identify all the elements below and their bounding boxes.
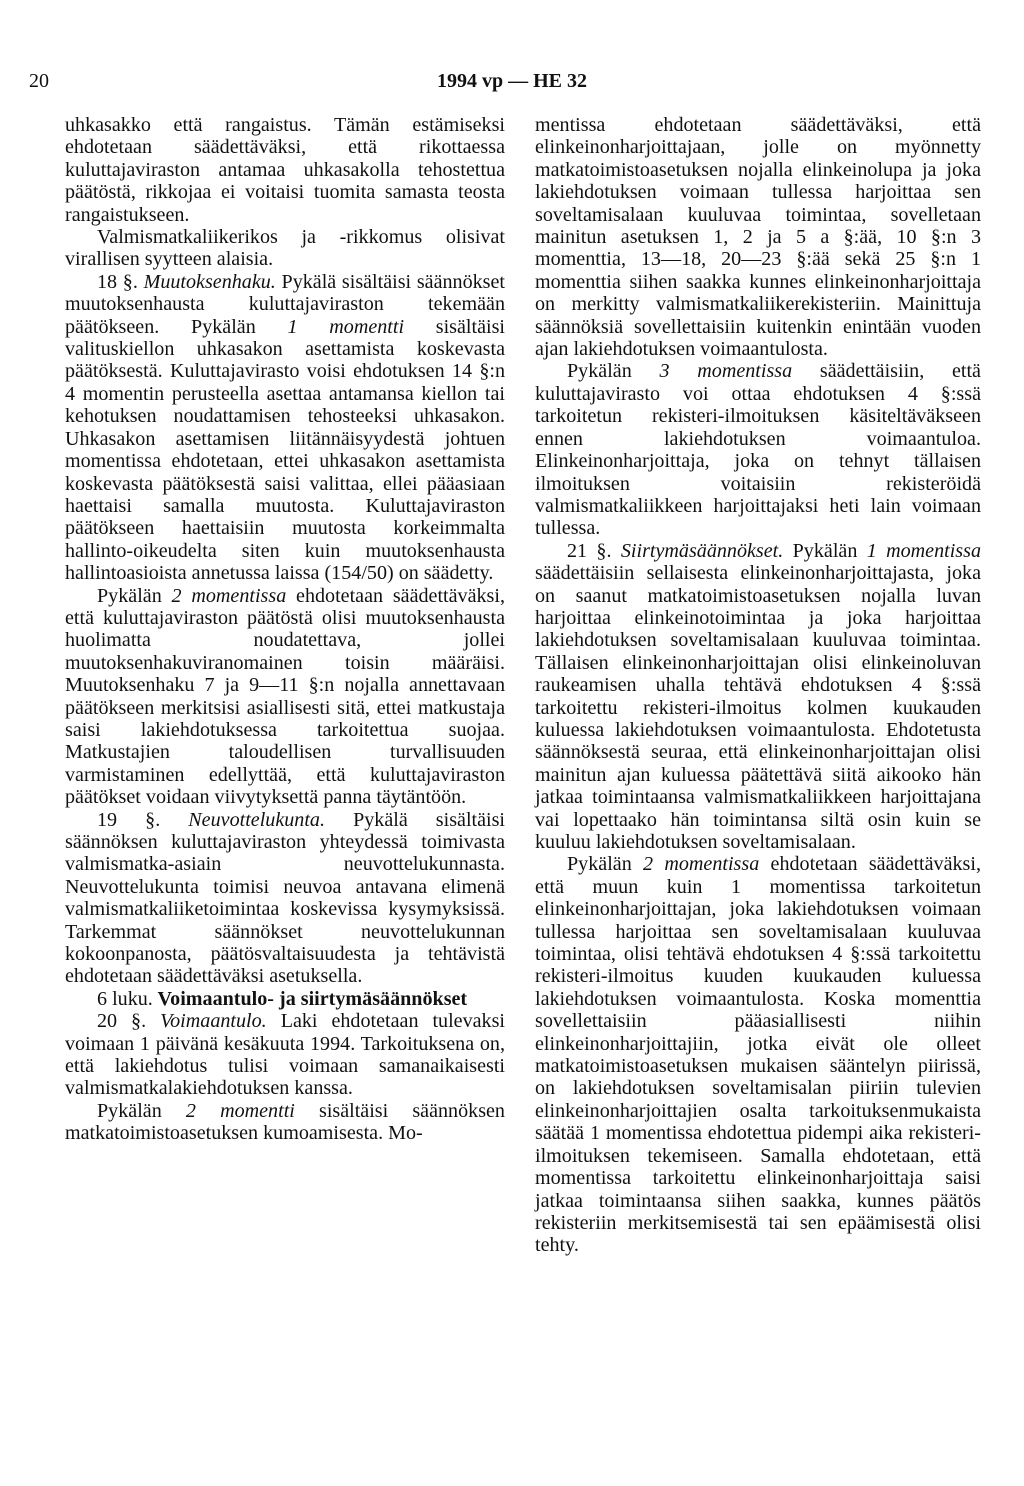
section-number: 18 §. xyxy=(97,270,138,293)
paragraph-text: sisältäisi säännöksen matkatoimistoasetuksen kumoamisesta. Mo- xyxy=(65,1099,505,1145)
moment-ref: 2 momentti xyxy=(185,1099,295,1122)
section-title: Muutoksenhaku. xyxy=(143,270,276,293)
moment-ref: 2 momentissa xyxy=(643,853,760,876)
paragraph-text: säädettäisiin sellaisesta elinkeinonharjoittajasta, joka on saanut matkatoimistoasetuksen nojalla luvan harjoittaa elinkeinotoimintaa ja joka harjoittaa lakiehdotuksen soveltamisalaan kuuluvaa toimintaa. Tällaisen elinkeinonharjoittajan olisi elinkeinoluvan raukeamisen uhalla tehtävä ehdotuksen 4 §:ssä tarkoitettu rekisteri-ilmoitus kolmen kuukauden kuluessa lakiehdotuksen voimaantulosta. Ehdotetusta säännöksestä seuraa, että elinkeinonharjoittajan olisi mainitun ajan kuluessa päätettävä siitä aikooko hän jatkaa toimintaansa valmismatkaliikkeen harjoittajana vai lopettaako hän toimintansa siltä osin kuin se kuuluu lakiehdotuksen soveltamisalaan. xyxy=(535,562,981,853)
paragraph-text: Pykälän xyxy=(567,853,632,876)
paragraph-text: ehdotetaan säädettäväksi, että kuluttajaviraston päätöstä olisi muutoksenhausta huolimatta noudatettava, jollei muutoksenhakuviranomainen toisin määräisi. Muutoksenhaku 7 ja 9—11 §:n nojalla annettavaan päätökseen merkitsisi asiallisesti sitä, ettei matkustaja saisi lakiehdotuksessa tarkoitettua suojaa. Matkustajien taloudellisen turvallisuuden varmistaminen edellyttää, että kuluttajaviraston päätökset voidaan viivytyksettä panna täytäntöön. xyxy=(65,584,505,809)
paragraph-text: Laki ehdotetaan tulevaksi voimaan 1 päivänä kesäkuuta 1994. Tarkoituksena on, että lakiehdotus tulisi voimaan samanaikaisesti valmismatkalakiehdotuksen kanssa. xyxy=(65,1010,505,1100)
paragraph xyxy=(535,360,981,539)
paragraph: Valmismatkaliikerikos ja -rikkomus olisivat virallisen syytteen alaisia. xyxy=(65,226,505,271)
paragraph-text: Pykälän xyxy=(97,1099,162,1122)
paragraph-text: sisältäisi valituskiellon uhkasakon asettamista koskevasta päätöksestä. Kuluttajavirasto voisi ehdotuksen 14 §:n 4 momentin perusteella asettaa antamansa kiellon tai kehotuksen noudattamisen tehosteeksi uhkasakon. Uhkasakon asettamisen liitännäisyydestä johtuen momentissa ehdotetaan, ettei uhkasakon asettamista koskevasta päätöksestä saisi valittaa, ellei pääasiaan haettaisi samalla muutosta. Kuluttajaviraston päätökseen haettaisiin muutosta korkeimmalta hallinto-oikeudelta siten kuin muutoksenhausta hallintoasioista annetussa laissa (154/50) on säädetty. xyxy=(65,315,505,585)
paragraph xyxy=(65,1100,505,1145)
paragraph xyxy=(535,853,981,1256)
page-number: 20 xyxy=(29,70,49,92)
section-number: 20 §. xyxy=(97,1010,147,1033)
chapter-number: 6 luku. xyxy=(97,987,153,1010)
left-column xyxy=(65,114,505,1145)
running-header: 1994 vp — HE 32 xyxy=(436,70,588,92)
paragraph-text: Pykälä sisältäisi säännökset muutoksenhausta kuluttajaviraston tekemään päätökseen. Pykälän xyxy=(65,270,505,338)
section-title: Siirtymäsäännökset. xyxy=(620,539,784,562)
section-number: 21 §. xyxy=(567,539,612,562)
paragraph-text: säädettäisiin, että kuluttajavirasto voi ottaa ehdotuksen 4 §:ssä tarkoitetun rekisteri-ilmoituksen käsiteltäväkseen ennen lakiehdotuksen voimaantuloa. Elinkeinonharjoittaja, joka on tehnyt tällaisen ilmoituksen voitaisiin rekisteröidä valmismatkaliikkeen harjoittajaksi heti lain voimaan tullessa. xyxy=(535,360,981,540)
chapter-heading xyxy=(65,988,505,1010)
right-column xyxy=(535,114,981,1257)
paragraph-text: Pykälän xyxy=(97,584,162,607)
section-18-paragraph xyxy=(65,271,505,585)
paragraph: mentissa ehdotetaan säädettäväksi, että elinkeinonharjoittajaan, jolle on myönnetty matkatoimistoasetuksen nojalla elinkeinolupa ja joka lakiehdotuksen voimaan tullessa harjoittaa sen soveltamisalaan kuuluvaa toimintaa, sovelletaan mainitun asetuksen 1, 2 ja 5 a §:ää, 10 §:n 3 momenttia, 13—18, 20—23 §:ää sekä 25 §:n 1 momenttia siihen saakka kunnes elinkeinonharjoittaja on merkitty valmismatkaliikerekisteriin. Mainittuja säännöksiä sovellettaisiin kuitenkin enintään vuoden ajan lakiehdotuksen voimaantulosta. xyxy=(535,114,981,361)
section-title: Voimaantulo. xyxy=(160,1010,267,1033)
moment-ref: 3 momentissa xyxy=(659,360,793,383)
paragraph: uhkasakko että rangaistus. Tämän estämiseksi ehdotetaan säädettäväksi, että rikottaessa kuluttajaviraston antamaa uhkasakolla tehostettua päätöstä, rikkojaa ei voitaisi tuomita samasta teosta rangaistukseen. xyxy=(65,114,505,226)
section-21-paragraph xyxy=(535,540,981,854)
section-title: Neuvottelukunta. xyxy=(188,808,325,831)
section-number: 19 §. xyxy=(97,808,161,831)
moment-ref: 1 momentti xyxy=(287,315,405,338)
paragraph-text: Pykälä sisältäisi säännöksen kuluttajaviraston yhteydessä toimivasta valmismatka-asiain neuvottelukunnasta. Neuvottelukunta toimisi neuvoa antavana elimenä valmismatkaliiketoimintaa koskevissa kysymyksissä. Tarkemmat säännökset neuvottelukunnan kokoonpanosta, päätösvaltaisuudesta ja tehtävistä ehdotetaan säädettäväksi asetuksella. xyxy=(65,808,506,988)
chapter-title: Voimaantulo- ja siirtymäsäännökset xyxy=(157,987,468,1010)
paragraph-text: Pykälän xyxy=(792,539,858,562)
section-19-paragraph xyxy=(65,809,505,988)
moment-ref: 1 momentissa xyxy=(866,539,981,562)
paragraph-text: Pykälän xyxy=(567,360,632,383)
moment-ref: 2 momentissa xyxy=(171,584,287,607)
section-20-paragraph xyxy=(65,1010,505,1100)
paragraph xyxy=(65,585,505,809)
paragraph-text: ehdotetaan säädettäväksi, että muun kuin 1 momentissa tarkoitetun elinkeinonharjoittajan, joka lakiehdotuksen voimaan tullessa harjoittaa sen soveltamisalaan kuuluvaa toimintaa, olisi tehtävä ehdotuksen 4 §:ssä tarkoitettu rekisteri-ilmoitus kuuden kuukauden kuluessa lakiehdotuksen voimaantulosta. Koska momenttia sovellettaisiin pääasiallisesti niihin elinkeinonharjoittajiin, jotka eivät ole olleet matkatoimistoasetuksen mukaisen sääntelyn piirissä, on lakiehdotuksen soveltamisalan piiriin tulevien elinkeinonharjoittajien osalta tarkoituksenmukaista säätää 1 momentissa ehdotettua pidempi aika rekisteri-ilmoituksen tekemiseen. Samalla ehdotetaan, että momentissa tarkoitettu elinkeinonharjoittaja saisi jatkaa toimintaansa siihen saakka, kunnes päätös rekisteriin merkitsemisestä tai sen epäämisestä olisi tehty. xyxy=(535,853,981,1257)
